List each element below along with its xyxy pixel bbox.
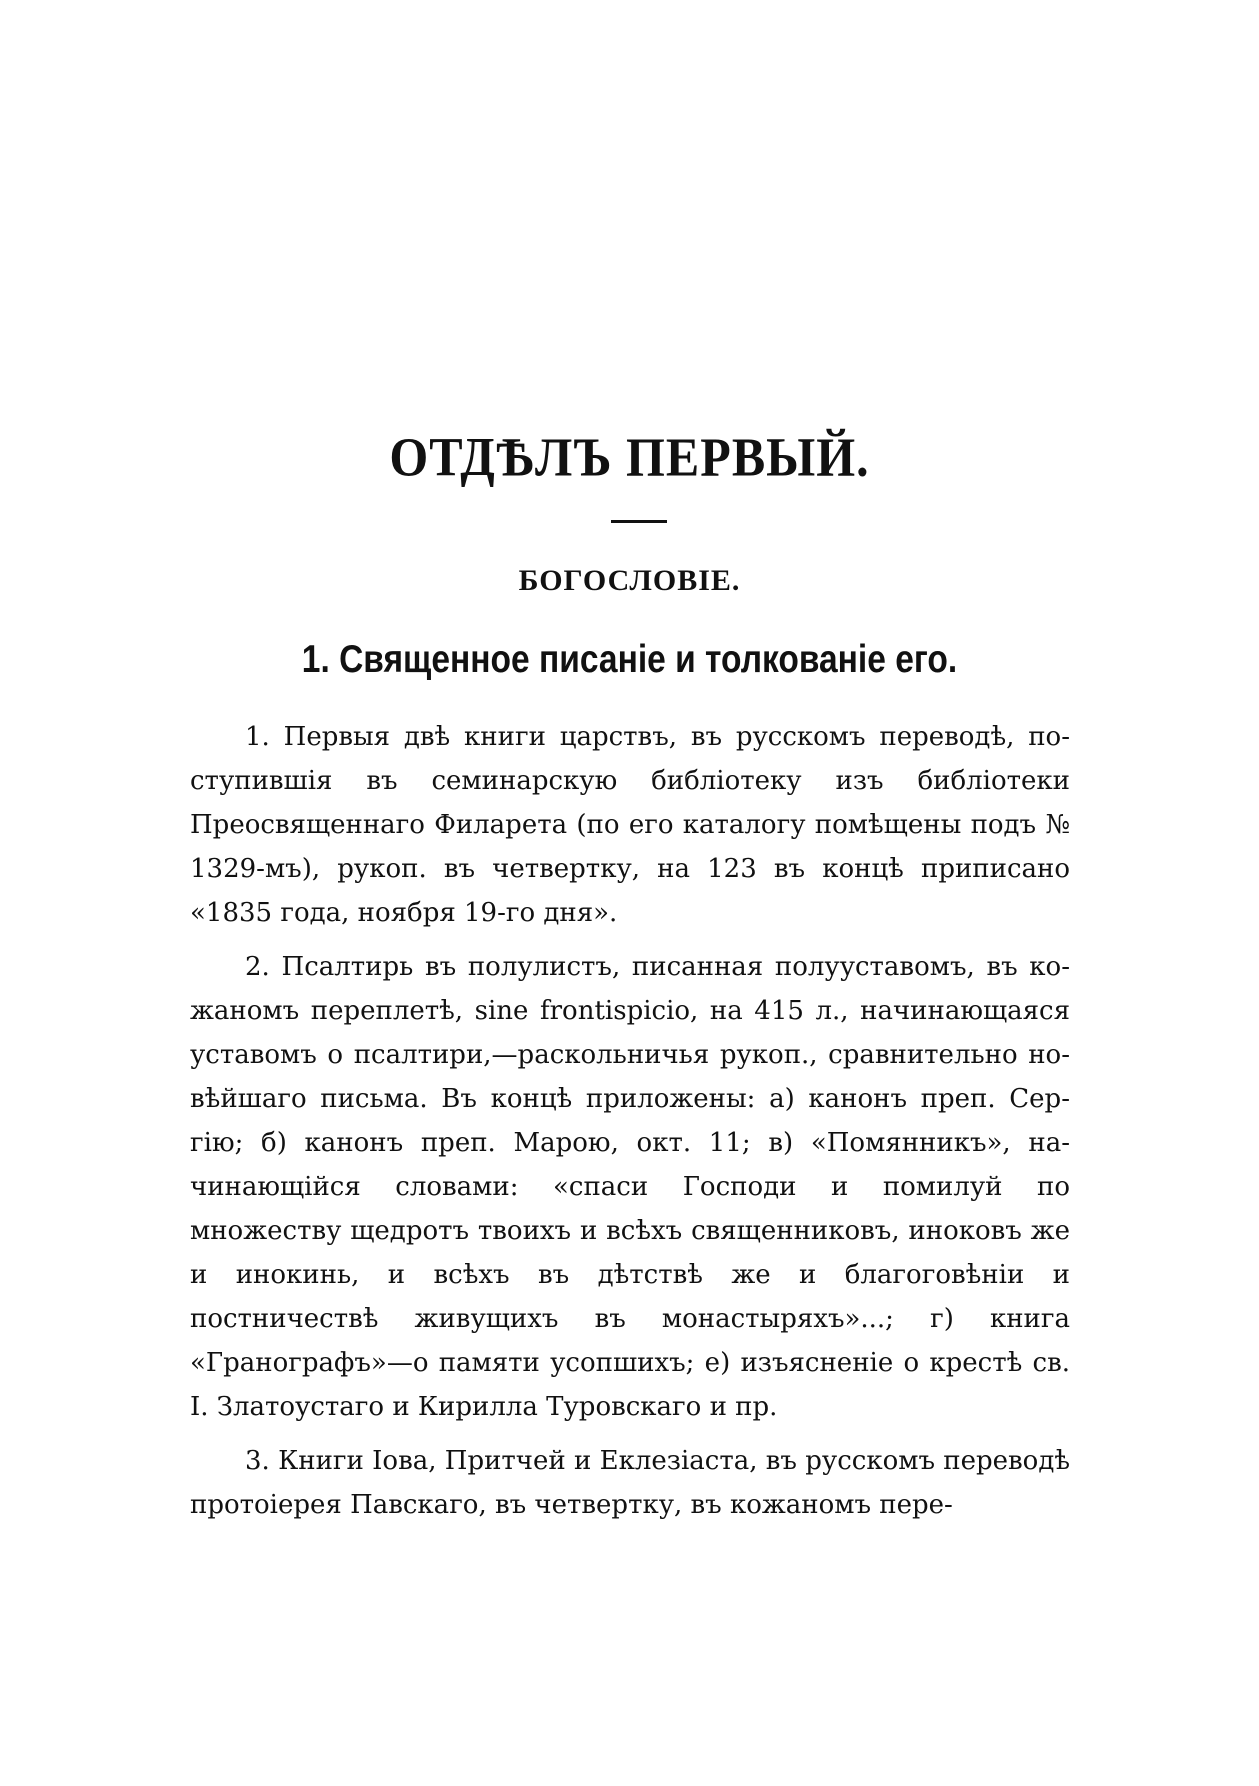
entry-number: 2. bbox=[245, 952, 270, 982]
entry-2 bbox=[190, 945, 1070, 1429]
entry-text: Книги Іова, Притчей и Еклезіаста, въ русскомъ переводѣ протоіерея Павскаго, въ четвертку, въ кожаномъ пере- bbox=[190, 1446, 1071, 1520]
subsection-title: БОГОСЛОВІЕ. bbox=[518, 564, 741, 597]
entry-3 bbox=[190, 1439, 1070, 1527]
entry-text: Псалтирь въ полулистъ, писанная полууставомъ, въ кожаномъ переплетѣ, sine frontispicio, на 415 л., начинающаяся уставомъ о псалтири,—раскольничья рукоп., сравнительно новѣйшаго письма. Въ концѣ приложены: а) канонъ преп. Сергію; б) канонъ преп. Марою, окт. 11; в) «Помянникъ», начинающійся словами: «спаси Господи и помилуй по множеству щедротъ твоихъ и всѣхъ священниковъ, иноковъ же и инокинь, и всѣхъ въ дѣтствѣ же и благоговѣніи и постничествѣ живущихъ въ монастыряхъ»...; г) книга «Гранографъ»—о памяти усопшихъ; е) изъясненіе о крестѣ св. І. Златоустаго и Кирилла Туровскаго и пр. bbox=[190, 952, 1071, 1422]
entry-1 bbox=[190, 715, 1070, 935]
title-divider bbox=[611, 520, 667, 523]
entries-list bbox=[190, 715, 1070, 1537]
entry-text: Первыя двѣ книги царствъ, въ русскомъ переводѣ, поступившія въ семинарскую библіотеку изъ библіотеки Преосвященнаго Филарета (по его каталогу помѣщены подъ № 1329-мъ), рукоп. въ четвертку, на 123 въ концѣ приписано «1835 года, ноября 19-го дня». bbox=[190, 722, 1070, 928]
entry-number: 1. bbox=[245, 722, 270, 752]
chapter-title: 1. Священное писаніе и толкованіе его. bbox=[301, 638, 958, 681]
section-title: ОТДѢЛЪ ПЕРВЫЙ. bbox=[389, 426, 870, 488]
entry-number: 3. bbox=[245, 1446, 270, 1476]
